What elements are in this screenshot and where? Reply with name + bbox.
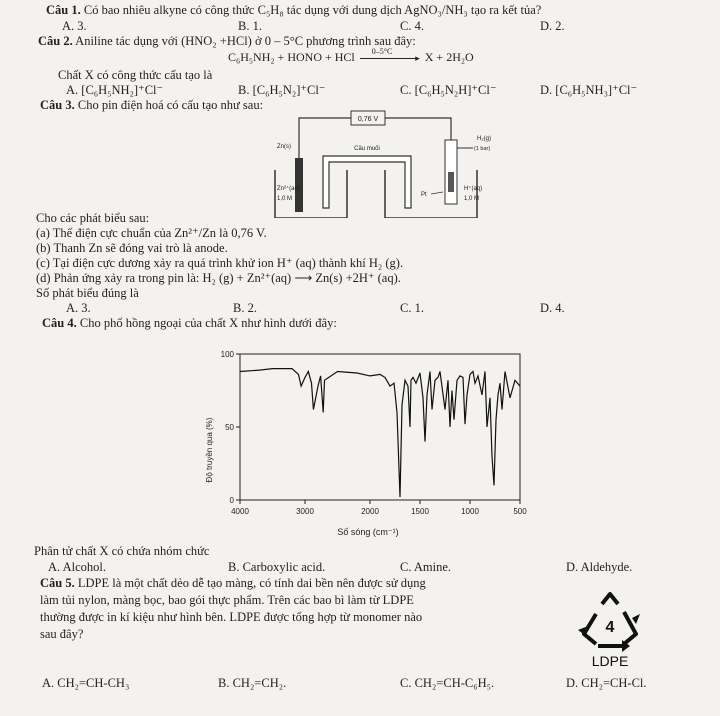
x-tick-label: 1000 xyxy=(461,507,479,516)
q5-stem-line-3: thường được in kí kiệu như hình bên. LDPE được tổng hợp từ monomer nào xyxy=(40,610,423,624)
q2-equation-condition: 0–5°C xyxy=(371,47,393,57)
pt-pointer xyxy=(431,192,443,194)
q3-title: Câu 3. xyxy=(40,98,75,112)
galvanic-cell-diagram xyxy=(215,110,505,218)
q2-option-c: C. [C₆H₅N₂H]⁺Cl⁻ xyxy=(400,83,497,97)
q3-statement-b: (b) Thanh Zn sẽ đóng vai trò là anode. xyxy=(36,241,228,255)
q1-stem: Có bao nhiêu alkyne có công thức C₅H₈ tác dụng với dung dịch AgNO₃/NH₃ tạo ra kết tủa? xyxy=(83,3,542,17)
q3-statement-d: (d) Phản ứng xảy ra trong pin là: H₂ (g) + Zn²⁺(aq) ⟶ Zn(s) +2H⁺ (aq). xyxy=(36,271,401,285)
ir-spectrum-chart xyxy=(190,332,530,542)
q4-option-a: A. Alcohol. xyxy=(48,560,106,574)
x-tick-label: 500 xyxy=(513,507,527,516)
q3-option-c: C. 1. xyxy=(400,301,424,315)
zn-conc-label: 1,0 M xyxy=(277,196,293,202)
pt-electrode xyxy=(448,172,454,192)
q5-option-b: B. CH₂=CH₂. xyxy=(218,676,287,690)
q4-title: Câu 4. xyxy=(42,316,77,330)
q3-statement-a: (a) Thế điện cực chuẩn của Zn²⁺/Zn là 0,76 V. xyxy=(36,226,267,240)
salt-bridge xyxy=(323,156,411,208)
x-tick-label: 4000 xyxy=(231,507,249,516)
q2-equation-arrow xyxy=(358,47,422,64)
q2-equation-right: X + 2H₂O xyxy=(424,50,474,64)
q5-option-a: A. CH₂=CH-CH₃ xyxy=(42,676,130,690)
arrow-line xyxy=(360,58,416,59)
q3-intro: Cho các phát biểu sau: xyxy=(36,211,150,225)
q5-stem-line-1: LDPE là một chất dẻo dễ tạo màng, có tính dai bền nên được sử dụng xyxy=(77,576,426,590)
y-tick-label: 100 xyxy=(220,350,234,359)
q2-equation xyxy=(228,47,474,65)
q2 xyxy=(38,34,416,49)
y-axis-label: Độ truyền qua (%) xyxy=(205,417,214,483)
recycling-arrow-top xyxy=(602,594,618,604)
q2-stem: Aniline tác dụng với (HNO₂ +HCl) ở 0 – 5°C phương trình sau đây: xyxy=(75,34,416,48)
q1-option-c: C. 4. xyxy=(400,19,424,33)
x-tick-label: 2000 xyxy=(361,507,379,516)
q4-question: Phân tử chất X có chứa nhóm chức xyxy=(34,544,210,558)
x-tick-label: 1500 xyxy=(411,507,429,516)
q1-title: Câu 1. xyxy=(46,3,81,17)
recycling-arrow-right xyxy=(624,612,636,644)
q3-statement-c: (c) Tại điện cực dương xảy ra quá trình khử ion H⁺ (aq) thành khí H₂ (g). xyxy=(36,256,404,270)
q2-option-d: D. [C₆H₅NH₃]⁺Cl⁻ xyxy=(540,83,638,97)
q3-option-d: D. 4. xyxy=(540,301,565,315)
q2-option-a: A. [C₆H₅NH₂]⁺Cl⁻ xyxy=(66,83,164,97)
q1 xyxy=(46,3,541,18)
q1-option-b: B. 1. xyxy=(238,19,262,33)
zn-solution-label: Zn²⁺(aq) xyxy=(277,186,300,192)
h-conc-label: 1,0 M xyxy=(464,196,480,202)
q4-stem: Cho phổ hồng ngoại của chất X như hình dưới đây: xyxy=(79,316,337,330)
q4-option-c: C. Amine. xyxy=(400,560,452,574)
recycling-label: LDPE xyxy=(591,653,629,669)
y-tick-label: 50 xyxy=(225,423,234,432)
q3-option-b: B. 2. xyxy=(233,301,257,315)
recycling-number: 4 xyxy=(605,619,615,636)
q4-option-b: B. Carboxylic acid. xyxy=(228,560,326,574)
pt-label: Pt xyxy=(421,192,427,198)
q5-title: Câu 5. xyxy=(40,576,75,590)
recycling-symbol-icon xyxy=(574,590,654,670)
y-tick-label: 0 xyxy=(229,496,234,505)
voltage-label: 0,76 V xyxy=(357,116,379,123)
spectrum-line xyxy=(240,369,520,498)
q3-question: Số phát biểu đúng là xyxy=(36,286,139,300)
arrowhead-right xyxy=(632,614,640,624)
q5-option-c: C. CH₂=CH-C₆H₅. xyxy=(400,676,495,690)
q2-title: Câu 2. xyxy=(38,34,73,48)
x-tick-label: 3000 xyxy=(296,507,314,516)
q2-option-b: B. [C₆H₅N₂]⁺Cl⁻ xyxy=(238,83,326,97)
q5 xyxy=(40,576,426,591)
q4 xyxy=(42,316,337,331)
h2-pressure-label: (1 bar) xyxy=(474,146,491,152)
q5-stem-line-2: làm tủi nylon, màng bọc, bao gói thực phẩm. Trên các bao bì làm từ LDPE xyxy=(40,593,414,607)
q1-option-d: D. 2. xyxy=(540,19,565,33)
arrow-head-icon: ▸ xyxy=(415,53,420,64)
h-solution-label: H⁺(aq) xyxy=(464,186,483,192)
q2-equation-left: C₆H₅NH₂ + HONO + HCl xyxy=(228,50,355,64)
q2-question: Chất X có công thức cấu tạo là xyxy=(58,68,213,82)
q1-option-a: A. 3. xyxy=(62,19,87,33)
q3-option-a: A. 3. xyxy=(66,301,91,315)
left-beaker xyxy=(275,170,347,218)
x-axis-label: Số sóng (cm⁻¹) xyxy=(337,527,399,537)
q3-stem: Cho pin điện hoá có cấu tạo như sau: xyxy=(77,98,264,112)
salt-bridge-label: Cầu muối xyxy=(354,146,380,152)
q5-stem-line-4: sau đây? xyxy=(40,627,84,641)
q4-option-d: D. Aldehyde. xyxy=(566,560,633,574)
zn-electrode-label: Zn(s) xyxy=(277,144,291,150)
h2-gas-label: H₂(g) xyxy=(477,136,491,142)
q5-option-d: D. CH₂=CH-Cl. xyxy=(566,676,647,690)
zn-electrode xyxy=(295,158,303,212)
